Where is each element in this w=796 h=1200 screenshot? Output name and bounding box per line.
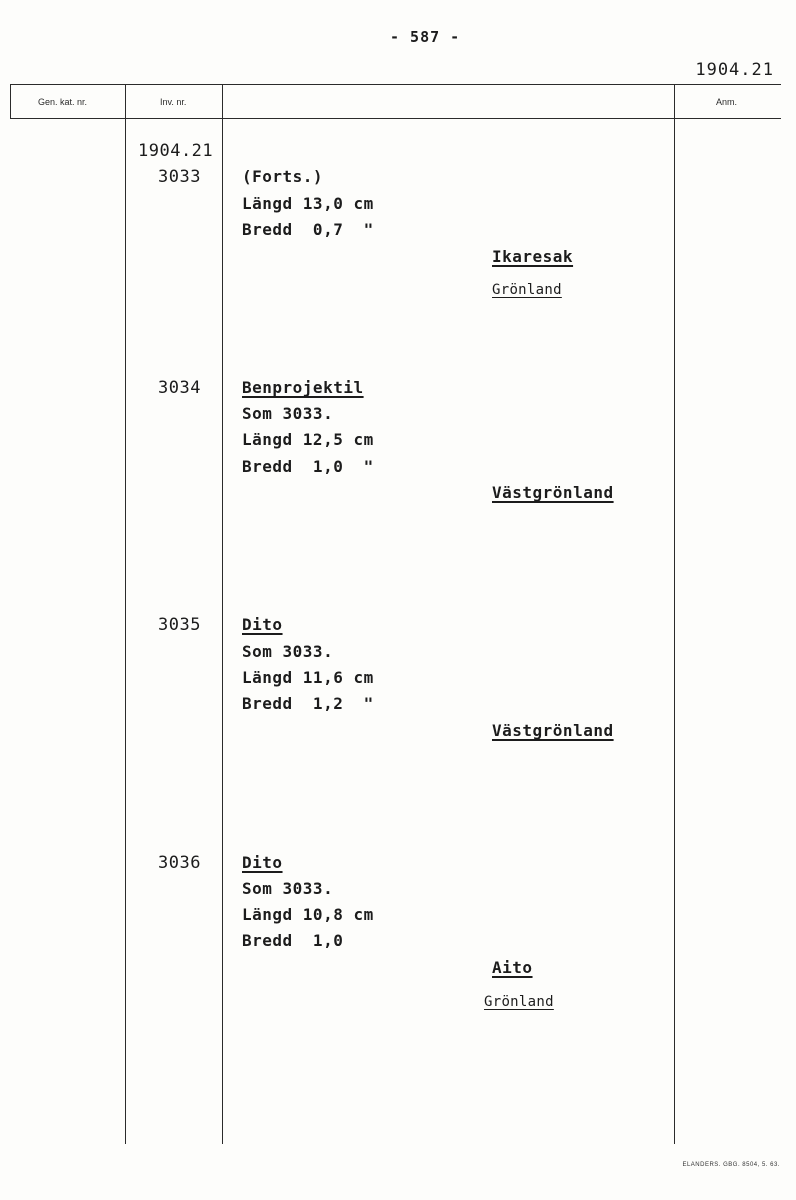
entry-length: Längd 12,5 cm	[242, 430, 374, 449]
entry-locality: Ikaresak	[492, 247, 574, 266]
column-header-gen-kat: Gen. kat. nr.	[38, 97, 88, 107]
entry-reference: Som 3033.	[242, 642, 334, 661]
batch-reference: 1904.21	[138, 141, 214, 161]
column-header-inv: Inv. nr.	[160, 97, 187, 107]
entry-locality: Aito	[492, 958, 533, 977]
entry-inv-number: 3035	[158, 615, 201, 635]
corner-reference: 1904.21	[695, 60, 774, 80]
entry-reference: Som 3033.	[242, 404, 334, 423]
entry-title: Dito	[242, 615, 283, 634]
page-number: - 587 -	[390, 28, 461, 46]
column-rule-desc-anm	[674, 84, 675, 1144]
entry-width: Bredd 1,0	[242, 931, 344, 950]
column-rule-inv-desc	[222, 84, 223, 1144]
entry-width: Bredd 1,2 "	[242, 694, 374, 713]
entry-inv-number: 3034	[158, 378, 201, 398]
entry-locality: Västgrönland	[492, 721, 614, 740]
entry-length: Längd 13,0 cm	[242, 194, 374, 213]
entry-region: Grönland	[484, 994, 554, 1010]
left-border-rule	[10, 84, 11, 118]
entry-length: Längd 11,6 cm	[242, 668, 374, 687]
entry-inv-number: 3033	[158, 167, 201, 187]
entry-length: Längd 10,8 cm	[242, 905, 374, 924]
entry-width: Bredd 1,0 "	[242, 457, 374, 476]
entry-title: (Forts.)	[242, 167, 324, 186]
entry-width: Bredd 0,7 "	[242, 220, 374, 239]
entry-title: Benprojektil	[242, 378, 364, 397]
entry-region: Grönland	[492, 282, 562, 298]
printer-imprint: ELANDERS. GBG. 8504, 5. 63.	[682, 1162, 780, 1168]
entry-reference: Som 3033.	[242, 879, 334, 898]
entry-title: Dito	[242, 853, 283, 872]
entry-inv-number: 3036	[158, 853, 201, 873]
column-rule-gen-inv	[125, 84, 126, 1144]
entry-locality: Västgrönland	[492, 483, 614, 502]
column-header-anm: Anm.	[716, 97, 738, 107]
